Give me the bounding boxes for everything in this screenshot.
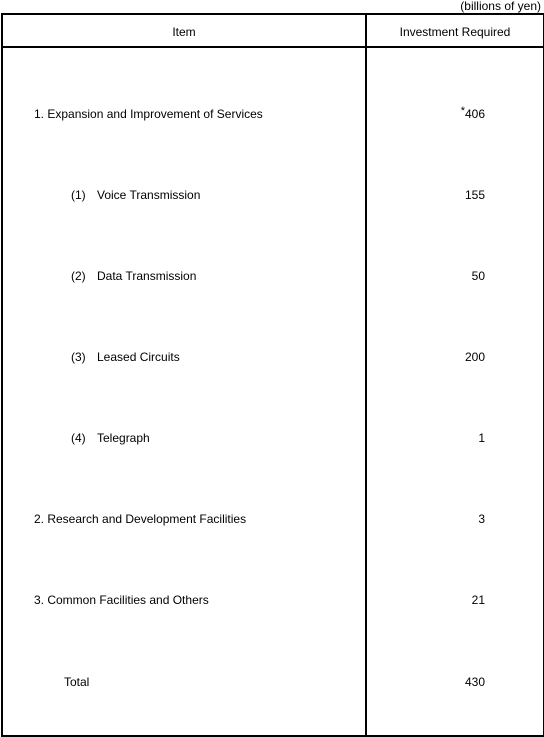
column-divider	[365, 15, 367, 735]
row-value-data: 50	[471, 269, 485, 283]
row-value-telegraph: 1	[478, 431, 485, 445]
row-label-telegraph: (4) Telegraph	[71, 431, 150, 445]
unit-note: (billions of yen)	[460, 0, 541, 13]
investment-table	[1, 13, 544, 737]
row-label-voice: (1) Voice Transmission	[71, 188, 201, 202]
header-divider	[3, 46, 543, 48]
row-label-leased: (3) Leased Circuits	[71, 350, 180, 364]
row-label-total: Total	[64, 675, 90, 689]
row-value-leased: 200	[464, 350, 485, 364]
row-value-research: 3	[478, 512, 485, 526]
row-label-research: 2. Research and Development Facilities	[34, 512, 247, 526]
header-investment-required: Investment Required	[399, 25, 511, 39]
row-value-total: 430	[464, 675, 485, 689]
asterisk-mark: *	[460, 105, 465, 117]
row-label-data: (2) Data Transmission	[71, 269, 197, 283]
row-value-common: 21	[471, 593, 485, 607]
row-value-expansion: *406	[460, 105, 485, 121]
header-item: Item	[172, 25, 196, 39]
row-label-expansion: 1. Expansion and Improvement of Services	[34, 107, 263, 121]
row-value-voice: 155	[464, 188, 485, 202]
row-label-common: 3. Common Facilities and Others	[34, 593, 209, 607]
